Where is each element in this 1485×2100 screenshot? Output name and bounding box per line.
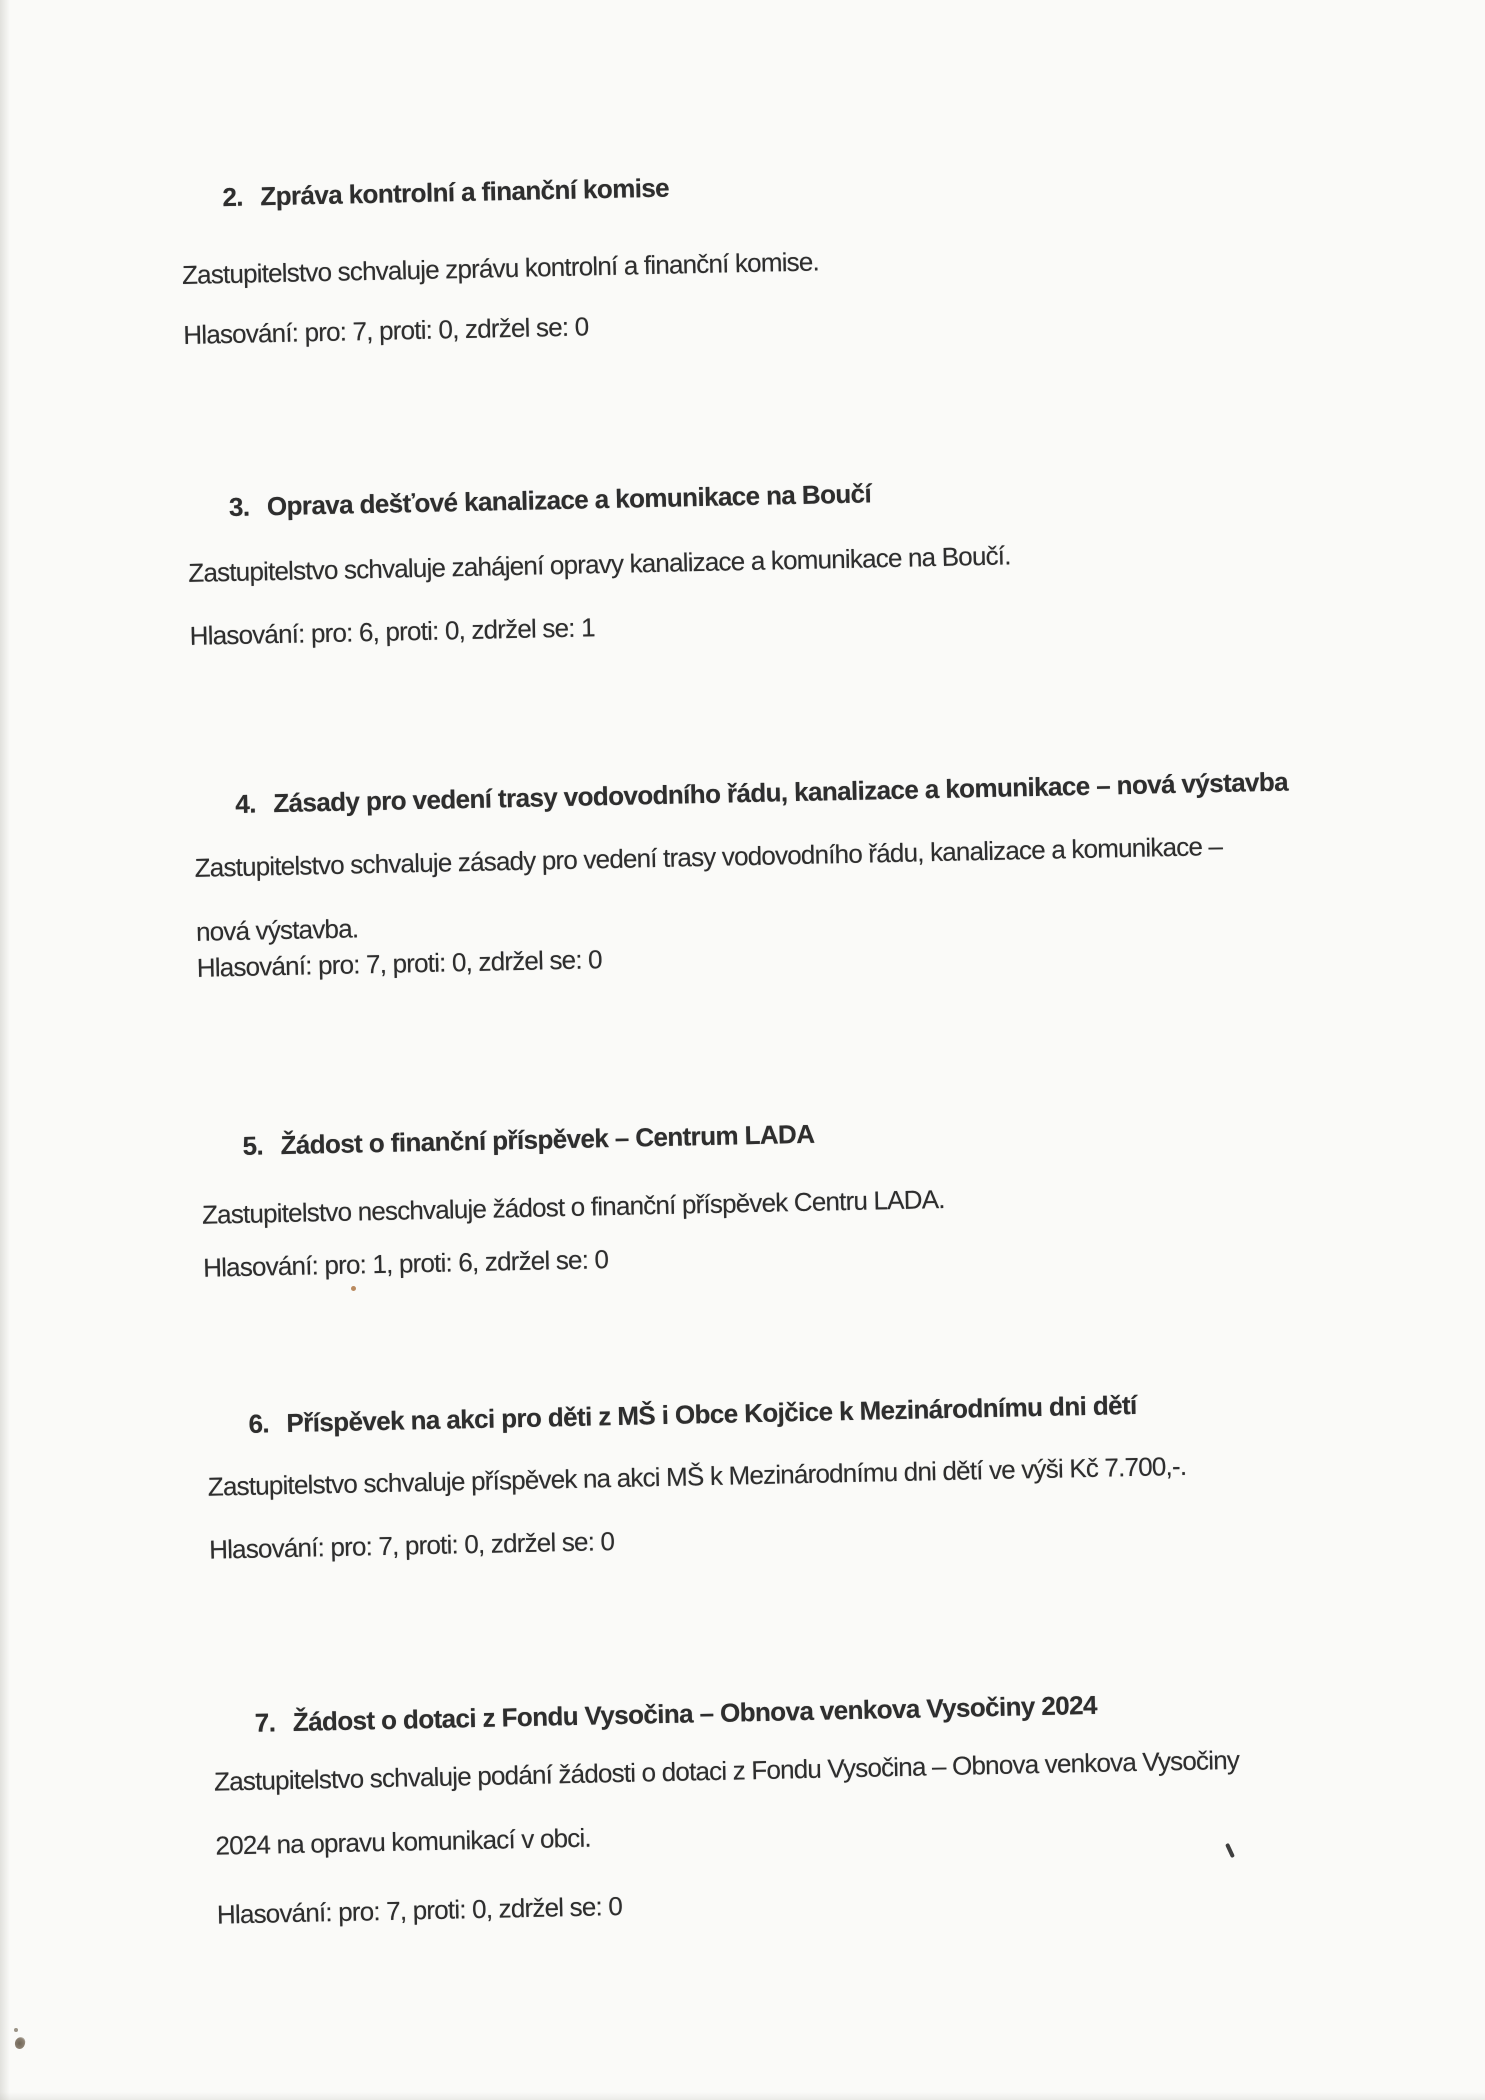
resolution-line: Zastupitelstvo schvaluje zásady pro vedení trasy vodovodního řádu, kanalizace a komunikace – — [194, 830, 1223, 883]
agenda-item-5-title: Žádost o finanční příspěvek – Centrum LADA — [280, 1118, 815, 1161]
agenda-item-2-title: Zpráva kontrolní a finanční komise — [260, 172, 670, 212]
agenda-item-6-resolution — [207, 1449, 1186, 1504]
resolution-line: Zastupitelstvo schvaluje podání žádosti o dotaci z Fondu Vysočina – Obnova venkova Vysočiny — [213, 1744, 1240, 1797]
agenda-item-4-vote-result: Hlasování: pro: 7, proti: 0, zdržel se: 0 — [196, 944, 603, 983]
resolution-line: Zastupitelstvo schvaluje příspěvek na akci MŠ k Mezinárodnímu dni dětí ve výši Kč 7.700,-. — [207, 1450, 1187, 1502]
resolution-line: nová výstavba. — [195, 913, 359, 947]
agenda-item-2-heading — [222, 171, 669, 215]
agenda-item-5-vote-result: Hlasování: pro: 1, proti: 6, zdržel se: 0 — [202, 1244, 609, 1283]
agenda-item-6-vote-result: Hlasování: pro: 7, proti: 0, zdržel se: 0 — [208, 1526, 615, 1565]
agenda-item-6-title: Příspěvek na akci pro děti z MŠ i Obce Kojčice k Mezinárodnímu dni dětí — [286, 1389, 1137, 1439]
scan-speck-orange-dot — [351, 1286, 356, 1291]
resolution-line: Zastupitelstvo schvaluje zahájení opravy kanalizace a komunikace na Boučí. — [188, 540, 1011, 588]
agenda-item-2-vote-result: Hlasování: pro: 7, proti: 0, zdržel se: 0 — [182, 311, 589, 350]
agenda-item-6-number: 6. — [248, 1408, 270, 1439]
resolution-line: Zastupitelstvo neschvaluje žádost o finanční příspěvek Centru LADA. — [201, 1183, 945, 1230]
scan-edge-shadow-left — [0, 0, 10, 2100]
agenda-item-7-number: 7. — [254, 1707, 276, 1738]
agenda-item-3-number: 3. — [228, 491, 250, 523]
agenda-item-3-title: Oprava dešťové kanalizace a komunikace na Boučí — [266, 478, 872, 522]
agenda-item-7-resolution — [214, 1743, 1241, 1863]
resolution-line: Zastupitelstvo schvaluje zprávu kontrolní a finanční komise. — [181, 246, 820, 290]
agenda-item-7-heading — [255, 1688, 1098, 1740]
agenda-item-2-number: 2. — [222, 181, 244, 213]
scan-edge-shadow-bottom — [0, 2092, 1485, 2100]
agenda-item-5-number: 5. — [242, 1130, 264, 1161]
document-body — [180, 153, 1485, 2030]
agenda-item-7-title: Žádost o dotaci z Fondu Vysočina – Obnova venkova Vysočiny 2024 — [292, 1689, 1098, 1737]
agenda-item-3-vote-result: Hlasování: pro: 6, proti: 0, zdržel se: 1 — [189, 612, 596, 651]
agenda-item-4-number: 4. — [234, 788, 257, 819]
agenda-item-4-title: Zásady pro vedení trasy vodovodního řádu, kanalizace a komunikace – nová výstavba — [272, 766, 1289, 819]
agenda-item-5-resolution — [202, 1182, 945, 1232]
scan-speck-bottom-left — [14, 2036, 27, 2050]
agenda-item-3-resolution — [188, 538, 1011, 590]
agenda-item-6-heading — [248, 1388, 1137, 1441]
agenda-item-5-heading — [242, 1117, 814, 1163]
resolution-line: 2024 na opravu komunikací v obci. — [215, 1822, 592, 1861]
agenda-item-3-heading — [229, 476, 872, 524]
agenda-item-4-resolution — [194, 829, 1224, 949]
agenda-item-4-heading — [235, 765, 1288, 821]
scan-speck-bottom-left-fleck — [14, 2028, 18, 2032]
agenda-item-2-resolution — [182, 244, 820, 292]
agenda-item-7-vote-result: Hlasování: pro: 7, proti: 0, zdržel se: 0 — [216, 1890, 623, 1930]
